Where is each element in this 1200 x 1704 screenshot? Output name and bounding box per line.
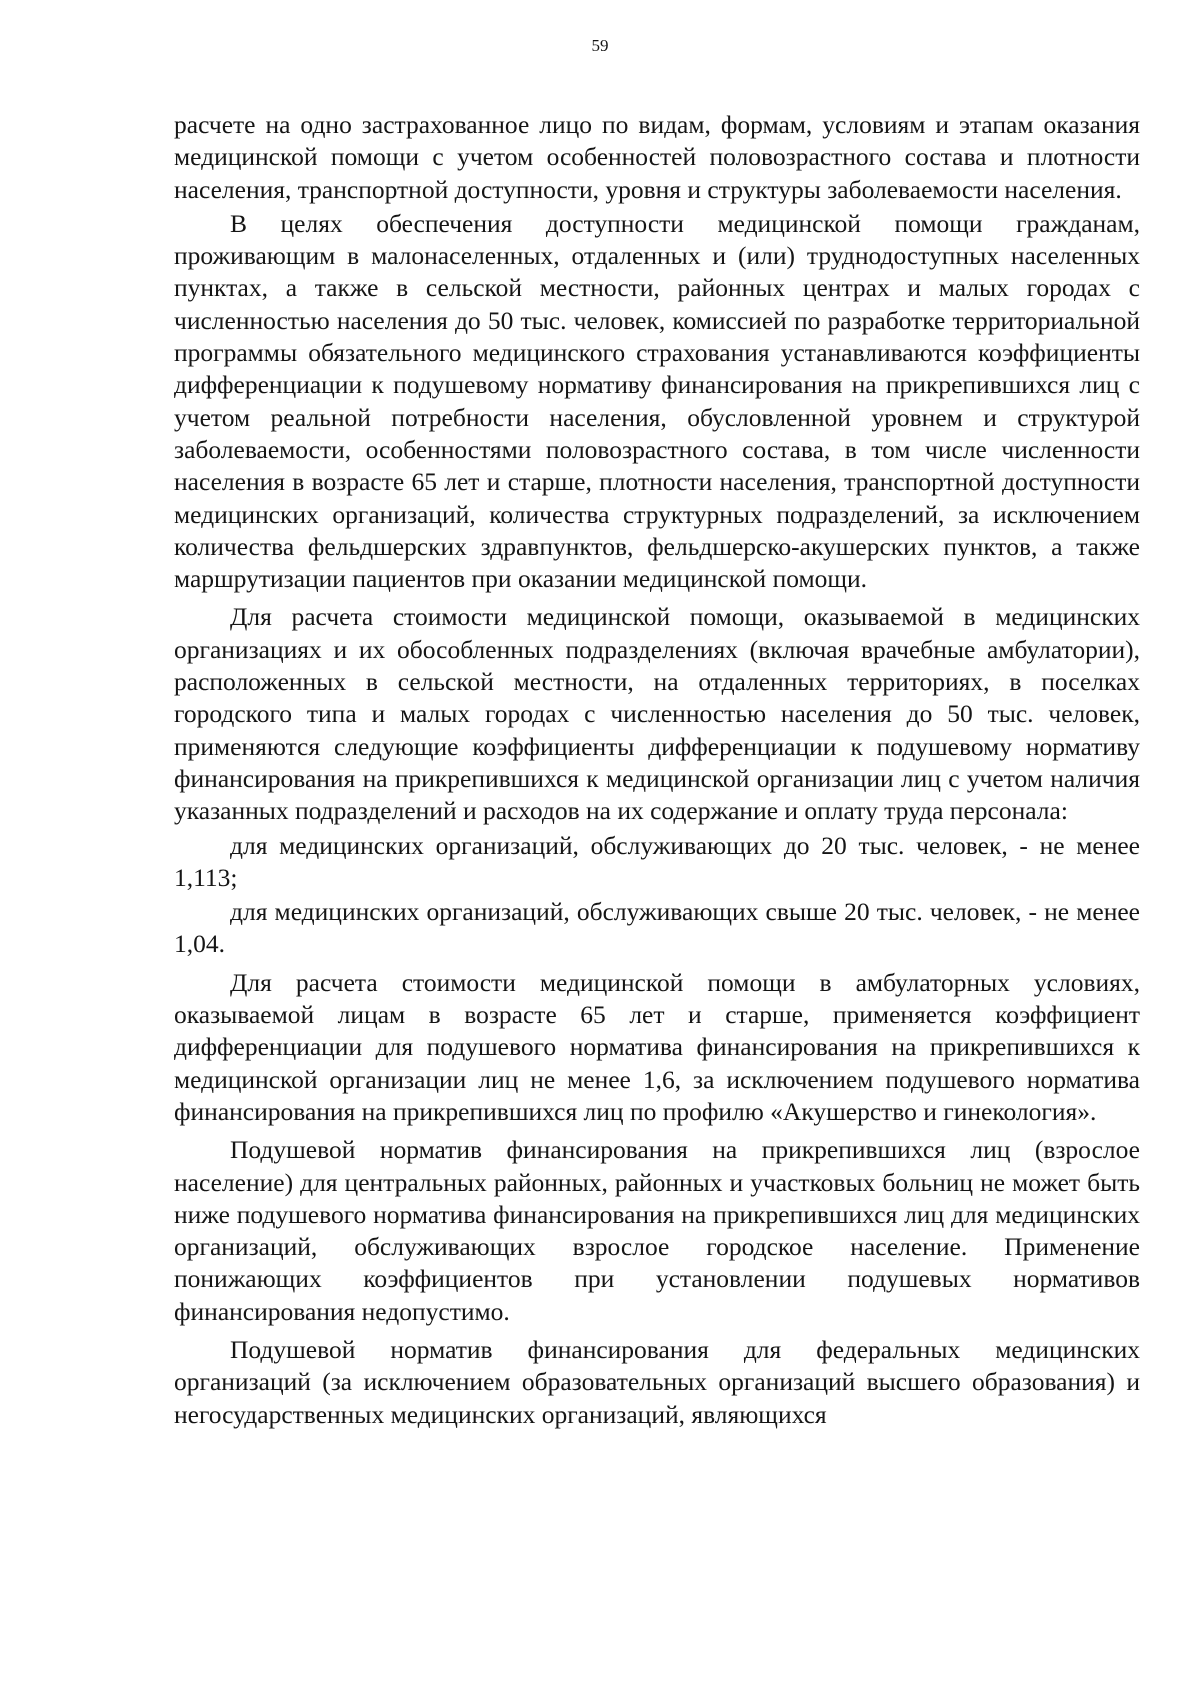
paragraph-elderly-coefficient: Для расчета стоимости медицинской помощи в амбулаторных условиях, оказываемой лицам в возрасте 65 лет и старше, применяется коэффициент дифференциации для подушевого норматива финансирования на прикрепившихся к медицинской организации лиц не менее 1,6, за исключением подушевого норматива финансирования на прикрепившихся лиц по профилю «Акушерство и гинекология». (174, 967, 1140, 1126)
page-number: 59 (591, 36, 609, 55)
paragraph-federal-organizations: Подушевой норматив финансирования для федеральных медицинских организаций (за исключением образовательных организаций высшего образования) и негосударственных медицинских организаций, являющихся (174, 1334, 1140, 1429)
paragraph-up-to-20k: для медицинских организаций, обслуживающих до 20 тыс. человек, - не менее 1,113; (174, 830, 1140, 892)
paragraph-continuation: расчете на одно застрахованное лицо по видам, формам, условиям и этапам оказания медицинской помощи с учетом особенностей половозрастного состава и плотности населения, транспортной доступности, уровня и структуры заболеваемости населения. (174, 110, 1140, 204)
paragraph-adult-population-norm: Подушевой норматив финансирования на прикрепившихся лиц (взрослое население) для центральных районных, районных и участковых больниц не может быть ниже подушевого норматива финансирования на прикрепившихся лиц для медицинских организаций, обслуживающих взрослое городское население. Применение понижающих коэффициентов при установлении подушевых нормативов финансирования недопустимо. (174, 1135, 1140, 1326)
document-body (174, 109, 1140, 1431)
paragraph-differentiation-coefficients: В целях обеспечения доступности медицинской помощи гражданам, проживающим в малонаселенных, отдаленных и (или) труднодоступных населенных пунктах, а также в сельской местности, районных центрах и малых городах с численностью населения до 50 тыс. человек, комиссией по разработке территориальной программы обязательного медицинского страхования устанавливаются коэффициенты дифференциации к подушевому нормативу финансирования на прикрепившихся лиц с учетом реальной потребности населения, обусловленной уровнем и структурой заболеваемости, особенностями половозрастного состава, в том числе численности населения в возрасте 65 лет и старше, плотности населения, транспортной доступности медицинских организаций, количества структурных подразделений, за исключением количества фельдшерских здравпунктов, фельдшерско-акушерских пунктов, а также маршрутизации пациентов при оказании медицинской помощи. (174, 208, 1140, 594)
paragraph-rural-organizations: Для расчета стоимости медицинской помощи, оказываемой в медицинских организациях и их обособленных подразделениях (включая врачебные амбулатории), расположенных в сельской местности, на отдаленных территориях, в поселках городского типа и малых городах с численностью населения до 50 тыс. человек, применяются следующие коэффициенты дифференциации к подушевому нормативу финансирования на прикрепившихся к медицинской организации лиц с учетом наличия указанных подразделений и расходов на их содержание и оплату труда персонала: (174, 602, 1140, 826)
paragraph-over-20k: для медицинских организаций, обслуживающих свыше 20 тыс. человек, - не менее 1,04. (174, 897, 1140, 959)
